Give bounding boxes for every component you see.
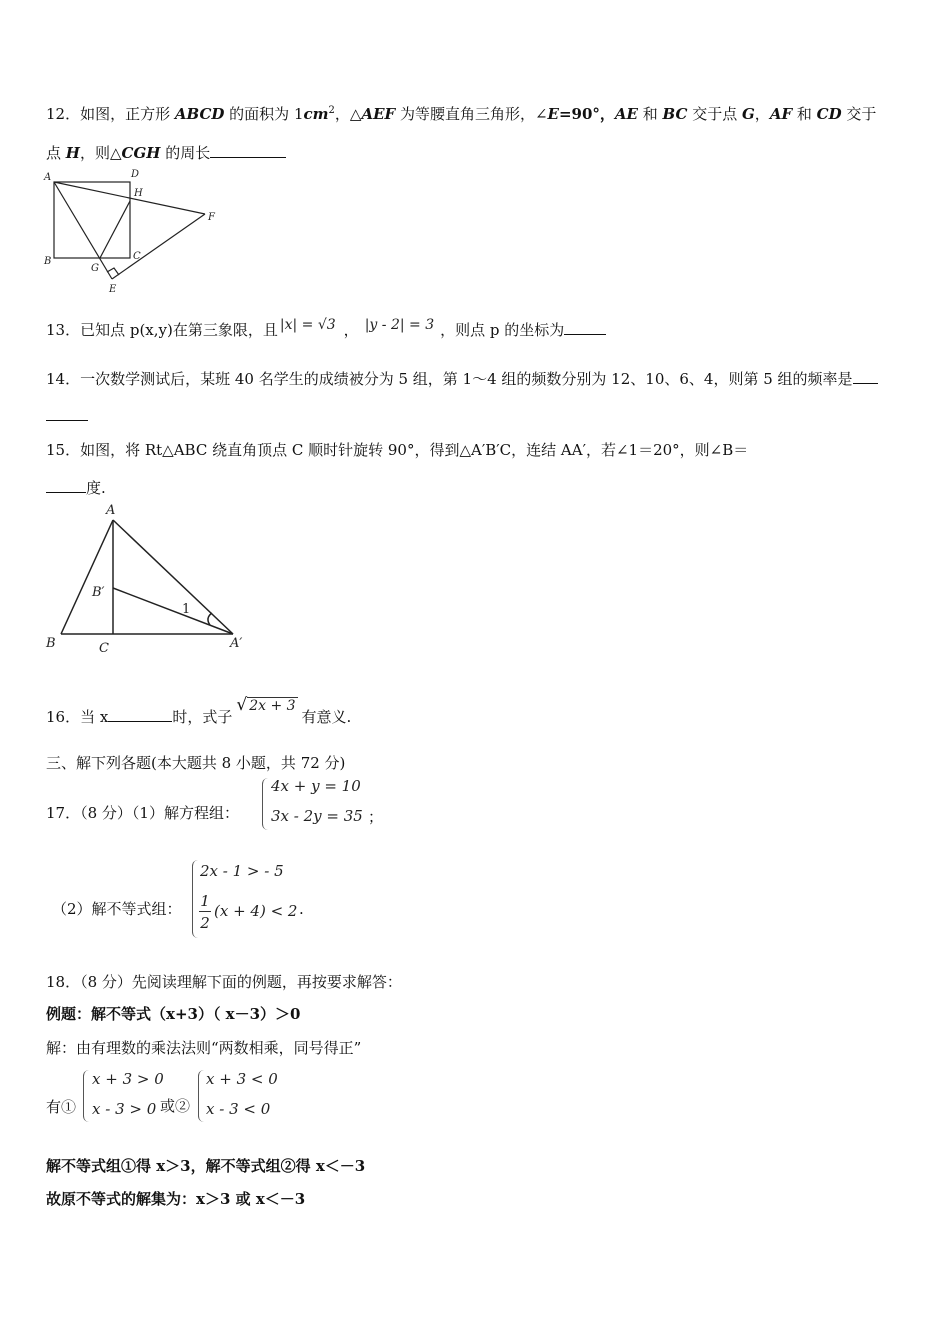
q18-line3: 解：由有理数的乘法法则“两数相乘，同号得正” (46, 1039, 362, 1057)
angle-1-arc (208, 613, 212, 625)
segment-gh (100, 201, 130, 258)
fig-label-b-prime: B′ (92, 585, 105, 600)
answer-blank (46, 478, 86, 493)
q18-or: 或② (160, 1097, 191, 1115)
q18-line5: 解不等式组①得 x＞3，解不等式组②得 x＜－3 (46, 1157, 366, 1175)
q15: 15．如图，将 Rt△ABC 绕直角顶点 C 顺时针旋转 90°，得到△A′B′C，连结 AA′，若∠1＝20°，则∠B＝ (46, 441, 749, 459)
sqrt-expression: √ 2x + 3 (236, 695, 296, 715)
abs-y-expr: |y - 2| = 3 (364, 317, 435, 333)
q15-line2: 度. (46, 477, 106, 498)
sys1-b: x - 3 > 0 (92, 1100, 157, 1118)
system-brace (192, 860, 199, 938)
q18-you: 有① (46, 1098, 77, 1116)
q16: 16．当 x 时，式子√ 2x + 3有意义. (46, 695, 352, 726)
answer-blank (46, 406, 88, 421)
abcd-label: ABCD (174, 105, 225, 123)
ineq1: 2x - 1 > - 5 (200, 862, 284, 880)
segment-b1a1 (113, 588, 233, 634)
section-title: 三、解下列各题(本大题共 8 小题，共 72 分) (46, 754, 346, 772)
q15-figure (40, 500, 260, 660)
sys2-b: x - 3 < 0 (206, 1100, 271, 1118)
ineq2-rest: (x + 4) < 2 (214, 902, 298, 920)
fig-label-a: A (44, 172, 52, 183)
fig-label-d: D (131, 169, 140, 180)
answer-blank (108, 707, 172, 722)
answer-blank (853, 369, 878, 384)
q18-line6: 故原不等式的解集为：x＞3 或 x＜－3 (46, 1190, 306, 1208)
q14-blank (46, 406, 88, 425)
segment-aa1 (113, 520, 233, 634)
answer-blank (210, 143, 286, 158)
frac-numerator: 1 (200, 892, 210, 910)
fig-label-1: 1 (182, 602, 191, 617)
segment-ae (54, 182, 112, 279)
q14: 14．一次数学测试后，某班 40 名学生的成绩被分为 5 组，第 1～4 组的频数分别为 12、10、6、4，则第 5 组的频率是 (46, 368, 878, 389)
fig-label-c: C (133, 251, 141, 262)
system-brace (83, 1070, 90, 1122)
system-brace (262, 778, 269, 830)
fig-label-c: C (99, 641, 109, 656)
frac-bar (199, 911, 211, 912)
segment-ef (112, 214, 205, 279)
q17-label2: （2）解不等式组： (52, 900, 182, 918)
q12-line2: 点 H，则△CGH 的周长 (46, 142, 286, 163)
sys2-a: x + 3 < 0 (206, 1070, 278, 1088)
fig-label-a-prime: A′ (230, 636, 243, 651)
q13: 13．已知点 p(x,y)在第三象限，且 |x| = √3 ， |y - 2| = 3 ，则点 p 的坐标为 (46, 319, 606, 340)
q12-figure (40, 165, 230, 295)
fig-label-g: G (91, 263, 99, 274)
fig-label-f: F (208, 212, 215, 223)
fig-label-b: B (44, 256, 52, 267)
q12-line1: 12．如图，正方形 ABCD 的面积为 $1cm^2$，△AEF 为等腰直角三角形，∠E=90°，AE 和 BC 交于点 G，AF 和 CD 交于 (46, 105, 877, 123)
frac-denominator: 2 (200, 914, 210, 932)
fig-label-a: A (106, 503, 116, 518)
abs-x-expr: |x| = √3 (279, 317, 336, 333)
answer-blank (564, 320, 606, 335)
q18-line2: 例题：解不等式（x+3）（ x－3）＞0 (46, 1005, 301, 1023)
system-brace (198, 1070, 205, 1122)
fig-label-h: H (134, 188, 143, 199)
fig-label-b: B (46, 636, 56, 651)
sys1-a: x + 3 > 0 (92, 1070, 164, 1088)
fig-label-e: E (109, 284, 117, 295)
eq1: 4x + y = 10 (271, 777, 361, 795)
eq2: 3x - 2y = 35 (271, 807, 363, 825)
q18-line1: 18．（8 分）先阅读理解下面的例题，再按要求解答： (46, 973, 402, 991)
segment-ba (61, 520, 113, 634)
q17-label: 17．（8 分）（1）解方程组： (46, 804, 239, 822)
